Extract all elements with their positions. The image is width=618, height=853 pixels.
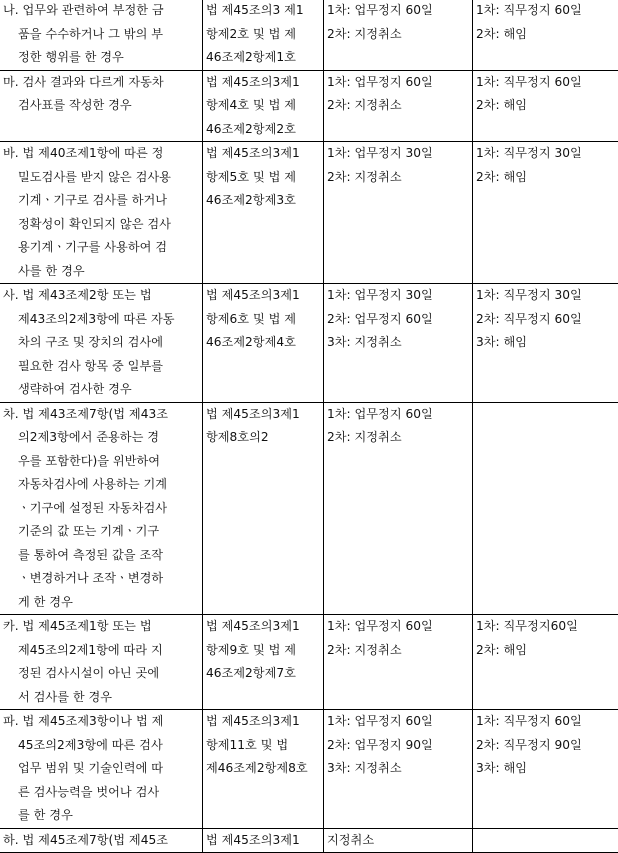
- cell-line: 정된 검사시설이 아닌 곳에: [0, 662, 202, 686]
- cell-line: 2차: 해임: [473, 166, 618, 190]
- cell-line: 기준의 값 또는 기계ㆍ기구: [0, 520, 202, 544]
- table-row: [0, 828, 618, 853]
- cell-line: 필요한 검사 항목 중 일부를: [0, 355, 202, 379]
- violation-cell: [0, 710, 203, 829]
- violation-cell: [0, 615, 203, 710]
- cell-line: 1차: 직무정지60일: [473, 615, 618, 639]
- violation-cell: [0, 70, 203, 142]
- cell-line: 우를 포함한다)을 위반하여: [0, 450, 202, 474]
- cell-line: 법 제45조의3제1: [203, 71, 323, 95]
- cell-line: 항제2호 및 법 제: [203, 23, 323, 47]
- table-row: [0, 402, 618, 615]
- violation-cell: [0, 828, 203, 853]
- legal-basis-cell: [203, 70, 324, 142]
- cell-line: 2차: 지정취소: [324, 639, 472, 663]
- business-penalty-cell: [324, 402, 473, 615]
- cell-line: 46조제2항제2호: [203, 118, 323, 142]
- legal-basis-cell: [203, 284, 324, 403]
- legal-basis-cell: [203, 615, 324, 710]
- cell-line: 항제8호의2: [203, 426, 323, 450]
- cell-line: 제46조제2항제8호: [203, 757, 323, 781]
- cell-line: 를 통하여 측정된 값을 조작: [0, 544, 202, 568]
- cell-line: 항제9호 및 법 제: [203, 639, 323, 663]
- cell-line: 나. 업무와 관련하여 부정한 금: [0, 0, 202, 23]
- cell-line: 마. 검사 결과와 다르게 자동차: [0, 71, 202, 95]
- legal-basis-cell: [203, 0, 324, 70]
- cell-line: 법 제45조의3제1: [203, 142, 323, 166]
- cell-line: 3차: 해임: [473, 757, 618, 781]
- cell-line: 1차: 업무정지 30일: [324, 142, 472, 166]
- cell-line: 2차: 해임: [473, 94, 618, 118]
- cell-line: 1차: 직무정지 60일: [473, 0, 618, 23]
- cell-line: 2차: 지정취소: [324, 94, 472, 118]
- staff-penalty-cell: [473, 0, 618, 70]
- cell-line: 46조제2항제1호: [203, 46, 323, 70]
- cell-line: 2차: 직무정지 90일: [473, 734, 618, 758]
- cell-line: 생략하여 검사한 경우: [0, 378, 202, 402]
- cell-line: 2차: 업무정지 60일: [324, 308, 472, 332]
- cell-line: 1차: 업무정지 60일: [324, 403, 472, 427]
- cell-line: 서 검사를 한 경우: [0, 686, 202, 710]
- table-row: [0, 0, 618, 70]
- cell-line: 1차: 직무정지 60일: [473, 710, 618, 734]
- cell-line: 항제11호 및 법: [203, 734, 323, 758]
- violation-cell: [0, 142, 203, 284]
- staff-penalty-cell: [473, 70, 618, 142]
- cell-line: 사를 한 경우: [0, 260, 202, 284]
- cell-line: 항제6호 및 법 제: [203, 308, 323, 332]
- cell-line: 검사표를 작성한 경우: [0, 94, 202, 118]
- cell-line: 1차: 직무정지 30일: [473, 142, 618, 166]
- table-row: [0, 615, 618, 710]
- cell-line: 밀도검사를 받지 않은 검사용: [0, 166, 202, 190]
- cell-line: 46조제2항제4호: [203, 331, 323, 355]
- cell-line: 2차: 업무정지 90일: [324, 734, 472, 758]
- cell-line: 품을 수수하거나 그 밖의 부: [0, 23, 202, 47]
- cell-line: 법 제45조의3제1: [203, 284, 323, 308]
- business-penalty-cell: [324, 142, 473, 284]
- cell-line: 업무 범위 및 기술인력에 따: [0, 757, 202, 781]
- cell-line: 2차: 직무정지 60일: [473, 308, 618, 332]
- table-row: [0, 70, 618, 142]
- cell-line: 카. 법 제45조제1항 또는 법: [0, 615, 202, 639]
- cell-line: 차의 구조 및 장치의 검사에: [0, 331, 202, 355]
- cell-line: 2차: 해임: [473, 639, 618, 663]
- cell-line: 3차: 지정취소: [324, 757, 472, 781]
- cell-line: 른 검사능력을 벗어나 검사: [0, 781, 202, 805]
- cell-line: 2차: 지정취소: [324, 166, 472, 190]
- staff-penalty-cell: [473, 615, 618, 710]
- business-penalty-cell: [324, 0, 473, 70]
- cell-line: 파. 법 제45조제3항이나 법 제: [0, 710, 202, 734]
- cell-line: 법 제45조의3제1: [203, 710, 323, 734]
- legal-basis-cell: [203, 828, 324, 853]
- cell-line: ㆍ변경하거나 조작ㆍ변경하: [0, 567, 202, 591]
- cell-line: 45조의2제3항에 따른 검사: [0, 734, 202, 758]
- cell-line: 자동차검사에 사용하는 기계: [0, 473, 202, 497]
- cell-line: 1차: 업무정지 60일: [324, 0, 472, 23]
- cell-line: 46조제2항제7호: [203, 662, 323, 686]
- cell-line: 2차: 지정취소: [324, 23, 472, 47]
- business-penalty-cell: [324, 70, 473, 142]
- staff-penalty-cell: [473, 402, 618, 615]
- cell-line: 1차: 업무정지 30일: [324, 284, 472, 308]
- table-row: [0, 710, 618, 829]
- staff-penalty-cell: [473, 828, 618, 853]
- cell-line: 차. 법 제43조제7항(법 제43조: [0, 403, 202, 427]
- cell-line: 를 한 경우: [0, 804, 202, 828]
- cell-line: 2차: 지정취소: [324, 426, 472, 450]
- cell-line: 1차: 직무정지 60일: [473, 71, 618, 95]
- table-row: [0, 142, 618, 284]
- cell-line: 1차: 업무정지 60일: [324, 710, 472, 734]
- cell-line: 정확성이 확인되지 않은 검사: [0, 213, 202, 237]
- cell-line: 제45조의2제1항에 따라 지: [0, 639, 202, 663]
- cell-line: 제43조의2제3항에 따른 자동: [0, 308, 202, 332]
- cell-line: ㆍ기구에 설정된 자동차검사: [0, 497, 202, 521]
- legal-basis-cell: [203, 142, 324, 284]
- business-penalty-cell: [324, 615, 473, 710]
- legal-basis-cell: [203, 402, 324, 615]
- cell-line: 정한 행위를 한 경우: [0, 46, 202, 70]
- table-row: [0, 284, 618, 403]
- violation-cell: [0, 0, 203, 70]
- business-penalty-cell: [324, 710, 473, 829]
- cell-line: 기계ㆍ기구로 검사를 하거나: [0, 189, 202, 213]
- cell-line: 지정취소: [324, 829, 472, 853]
- cell-line: 용기계ㆍ기구를 사용하여 검: [0, 236, 202, 260]
- cell-line: 3차: 지정취소: [324, 331, 472, 355]
- legal-basis-cell: [203, 710, 324, 829]
- cell-line: 3차: 해임: [473, 331, 618, 355]
- cell-line: 법 제45조의3제1: [203, 615, 323, 639]
- cell-line: 법 제45조의3제1: [203, 403, 323, 427]
- violation-cell: [0, 402, 203, 615]
- cell-line: 항제4호 및 법 제: [203, 94, 323, 118]
- cell-line: 게 한 경우: [0, 591, 202, 615]
- cell-line: 하. 법 제45조제7항(법 제45조: [0, 829, 202, 853]
- business-penalty-cell: [324, 828, 473, 853]
- cell-line: 1차: 직무정지 30일: [473, 284, 618, 308]
- violation-cell: [0, 284, 203, 403]
- cell-line: 46조제2항제3호: [203, 189, 323, 213]
- cell-line: 사. 법 제43조제2항 또는 법: [0, 284, 202, 308]
- staff-penalty-cell: [473, 142, 618, 284]
- cell-line: 2차: 해임: [473, 23, 618, 47]
- cell-line: 법 제45조의3 제1: [203, 0, 323, 23]
- cell-line: 바. 법 제40조제1항에 따른 정: [0, 142, 202, 166]
- cell-line: 1차: 업무정지 60일: [324, 71, 472, 95]
- cell-line: 의2제3항에서 준용하는 경: [0, 426, 202, 450]
- business-penalty-cell: [324, 284, 473, 403]
- cell-line: 법 제45조의3제1: [203, 829, 323, 853]
- staff-penalty-cell: [473, 284, 618, 403]
- cell-line: 항제5호 및 법 제: [203, 166, 323, 190]
- staff-penalty-cell: [473, 710, 618, 829]
- cell-line: 1차: 업무정지 60일: [324, 615, 472, 639]
